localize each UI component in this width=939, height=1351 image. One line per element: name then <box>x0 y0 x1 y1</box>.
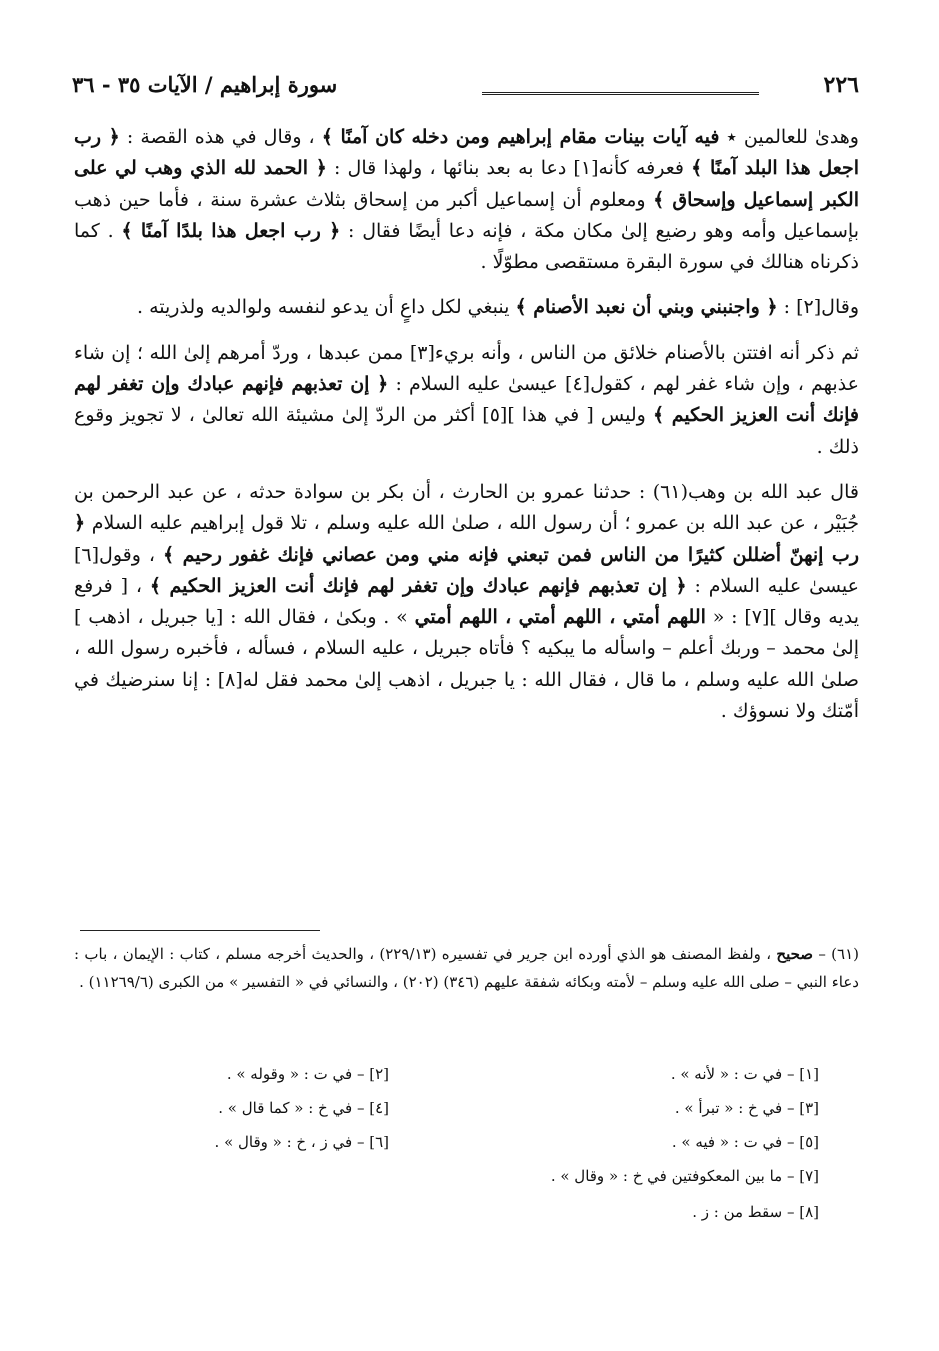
text: . كما ذكرناه هنالك في سورة البقرة مستقصى مطوّلًا . <box>74 219 859 274</box>
variant-note-8: [٨] – سقط من : ز . <box>692 1203 819 1221</box>
grading-label: صحيح <box>776 945 814 963</box>
header-rule <box>482 92 759 95</box>
text: قال عبد الله بن وهب(٦١) : حدثنا عمرو بن الحارث ، أن بكر بن سوادة حدثه ، عن عبد الرحمن بن جُبَيْر ، عن عبد الله بن عمرو ؛ أن رسول الله ، صلىٰ الله عليه وسلم ، تلا قول إبراهيم عليه السلام <box>74 480 859 535</box>
text: ، [ فرفع يديه وقال ][٧] : « <box>74 574 859 629</box>
variant-note-3: [٣] – في خ : « تبرأ » . <box>674 1099 819 1117</box>
quran-quote: ﴿ رب إنهنّ أضللن كثيرًا من الناس فمن تبعني فإنه مني ومن عصاني فإنك غفور رحيم ﴾ <box>74 512 859 566</box>
running-title: سورة إبراهيم / الآيات ٣٥ - ٣٦ <box>72 72 338 97</box>
hadith-quote: اللهم أمتي ، اللهم أمتي ، اللهم أمتي <box>414 606 706 629</box>
text: ثم ذكر أنه افتتن بالأصنام خلائق من الناس ، وأنه بريء[٣] ممن عبدها ، وردّ أمرهم إلىٰ الله ؛ إن شاء عذبهم ، وإن شاء غفر لهم ، كقول[٤] عيسىٰ عليه السلام : <box>74 341 859 396</box>
main-text <box>74 122 859 741</box>
variant-note-1: [١] – في ت : « لأنه » . <box>670 1065 819 1083</box>
paragraph-2 <box>74 292 859 323</box>
variant-note-5: [٥] – في ت : « فيه » . <box>671 1133 819 1151</box>
paragraph-1 <box>74 122 859 278</box>
text: ينبغي لكل داعٍ أن يدعو لنفسه ولوالديه ولذريته . <box>137 296 516 319</box>
text: وقال[٢] : <box>777 296 859 319</box>
footnotes <box>74 940 859 996</box>
quran-quote: ﴿ الحمد لله الذي وهب لي على الكبر إسماعيل وإسحاق ﴾ <box>74 157 860 211</box>
text: » . وبكىٰ ، فقال الله : [يا جبريل ، اذهب ] إلىٰ محمد – وربك أعلم – واسأله ما يبكيه ؟ فأتاه جبريل ، عليه السلام ، فسأله ، فأخبره رسول الله ، صلىٰ الله عليه وسلم ، ما قال ، فقال الله : يا جبريل ، اذهب إلىٰ محمد فقل له[٨] : إنا سنرضيك في أمّتك ولا نسوؤك . <box>74 606 859 723</box>
text: ، وقول[٦] عيسىٰ عليه السلام : <box>74 543 859 597</box>
quran-quote: ﴿ رب اجعل هذا بلدًا آمنًا ﴾ <box>121 219 341 242</box>
quran-quote: ﴿ إن تعذبهم فإنهم عبادك وإن تغفر لهم فإنك أنت العزيز الحكيم ﴾ <box>74 373 859 427</box>
paragraph-4 <box>74 477 859 727</box>
paragraph-3 <box>74 338 859 463</box>
footnote-divider <box>80 930 320 931</box>
text: ومعلوم أن إسماعيل أكبر من إسحاق بثلاث عشرة سنة ، فأما حين ذهب بإسماعيل وأمه وهو رضيع إلىٰ مكان مكة ، فإنه دعا أيضًا فقال : <box>74 188 859 242</box>
text: (٦١) – <box>813 945 860 963</box>
variant-note-2: [٢] – في ت : « وقوله » . <box>226 1065 389 1083</box>
variant-note-7: [٧] – ما بين المعكوفتين في خ : « وقال » . <box>550 1167 819 1185</box>
variant-note-4: [٤] – في خ : « كما قال » . <box>218 1099 389 1117</box>
variant-notes <box>120 1056 819 1246</box>
variant-note-6: [٦] – في ز ، خ : « وقال » . <box>214 1133 389 1151</box>
quran-quote: ﴿ إن تعذبهم فإنهم عبادك وإن تغفر لهم فإنك أنت العزيز الحكيم ﴾ <box>149 574 687 597</box>
text: فعرفه كأنه[١] دعا به بعد بنائها ، ولهذا قال : <box>326 157 692 180</box>
text: وهدىٰ للعالمين ٭ <box>719 126 859 148</box>
text: ، ولفظ المصنف هو الذي أورده ابن جرير في تفسيره (٢٢٩/١٣) ، والحديث أخرجه مسلم ، كتاب : الإيمان ، باب : دعاء النبي – صلى الله عليه وسلم – لأمته وبكائه شفقة عليهم (٣٤٦) (٢٠٢) ، والنسائي في « التفسير » من الكبرى (١١٢٦٩/٦) . <box>74 945 859 991</box>
footnote-61 <box>74 940 859 996</box>
quran-quote: ﴿ واجنبني وبني أن نعبد الأصنام ﴾ <box>515 296 778 319</box>
quran-quote: ﴿ رب اجعل هذا البلد آمنًا ﴾ <box>74 126 859 180</box>
page-number: ٢٢٦ <box>823 72 859 98</box>
text: وليس [ في هذا ][٥] أكثر من الردّ إلىٰ مشيئة الله تعالىٰ ، لا تجويز وقوع ذلك . <box>74 404 859 458</box>
page-header <box>72 68 859 108</box>
text: ، وقال في هذه القصة : <box>119 126 322 148</box>
quran-quote: فيه آيات بينات مقام إبراهيم ومن دخله كان آمنًا ﴾ <box>321 126 720 148</box>
